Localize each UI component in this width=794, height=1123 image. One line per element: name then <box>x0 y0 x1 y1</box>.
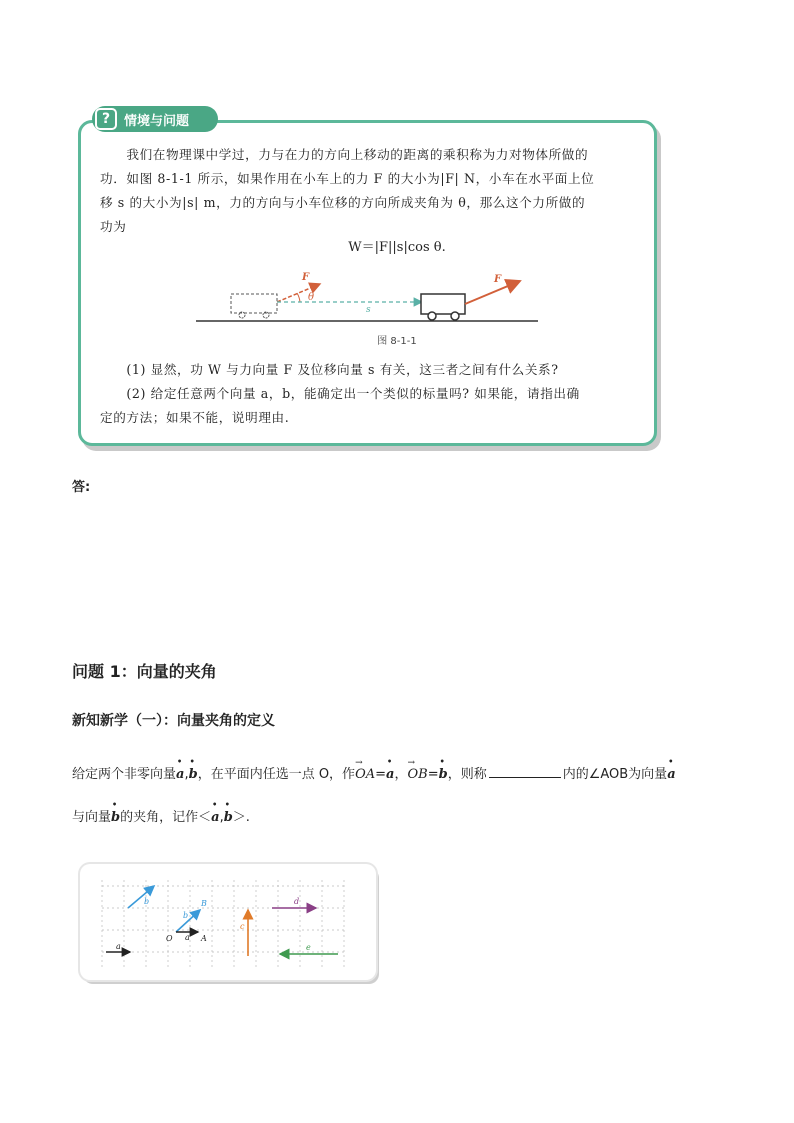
intro-line-4: 功为 <box>100 219 127 234</box>
label-A: A <box>201 934 207 943</box>
label-c: c <box>240 922 245 931</box>
force-label-left: F <box>302 272 310 283</box>
label-b-mid: b <box>183 911 189 920</box>
heading-question-1: 问题 1：向量的夹角 <box>72 662 217 681</box>
vector-b-top <box>128 886 154 908</box>
cart-start-outline <box>231 294 277 313</box>
intro-line-2: 功．如图 8-1-1 所示，如果作用在小车上的力 F 的大小为|F| N，小车在水平面上位 <box>100 171 595 186</box>
force-label-right: F <box>494 274 502 285</box>
section-tag-label: 情境与问题 <box>124 113 190 129</box>
cart-wheel <box>451 312 459 320</box>
vector-OA: → OA <box>355 758 376 782</box>
figure-caption: 图 8-1-1 <box>377 336 417 347</box>
force-vector <box>465 281 520 304</box>
theta-arc <box>297 293 300 302</box>
label-O: O <box>166 934 173 943</box>
cart-wheel <box>428 312 436 320</box>
theta-label: θ <box>308 292 315 303</box>
vector-b: • b <box>189 767 198 782</box>
vector-a: • a <box>176 767 184 782</box>
answer-label: 答: <box>72 480 91 495</box>
vector-b: • b <box>439 767 448 782</box>
fill-blank[interactable] <box>489 765 561 778</box>
cart-force-figure <box>190 262 550 330</box>
question-icon: ? <box>95 108 117 130</box>
cart-body <box>421 294 465 314</box>
section-tag <box>92 106 218 132</box>
label-d: d <box>294 897 300 906</box>
definition-line-1: 给定两个非零向量• a,• b，在平面内任选一点 O，作 → OA=• a， → OB=• b，则称 内的∠AOB为向量• a <box>72 763 676 782</box>
vector-a: • a <box>211 810 219 825</box>
vector-a: • a <box>667 767 675 782</box>
vector-a: • a <box>386 767 394 782</box>
label-a-bottom: a <box>116 942 121 951</box>
question-2: (2) 给定任意两个向量 a，b，能确定出一个类似的标量吗? 如果能，请指出确 <box>100 386 580 401</box>
intro-line-1: 我们在物理课中学过，力与在力的方向上移动的距离的乘积称为力对物体所做的 <box>100 147 589 162</box>
definition-line-2: 与向量• b的夹角，记作＜• a,• b＞. <box>72 806 250 825</box>
label-e: e <box>306 943 311 952</box>
vector-b: • b <box>111 810 120 825</box>
displacement-label: s <box>366 305 371 315</box>
work-formula: W＝|F||s|cos θ. <box>348 240 446 255</box>
vector-grid-figure <box>80 864 376 980</box>
question-2-cont: 定的方法；如果不能，说明理由. <box>100 410 290 425</box>
vector-b: • b <box>224 810 233 825</box>
intro-line-3: 移 s 的大小为|s| m，力的方向与小车位移的方向所成夹角为 θ，那么这个力所做的 <box>100 195 586 210</box>
question-1: (1) 显然，功 W 与力向量 F 及位移向量 s 有关，这三者之间有什么关系? <box>100 362 559 377</box>
label-B: B <box>201 899 207 908</box>
heading-new-knowledge: 新知新学（一）：向量夹角的定义 <box>72 713 275 729</box>
label-a-mid: a <box>185 933 190 942</box>
vector-OB: → OB <box>407 758 428 782</box>
label-b-top: b <box>144 897 150 906</box>
